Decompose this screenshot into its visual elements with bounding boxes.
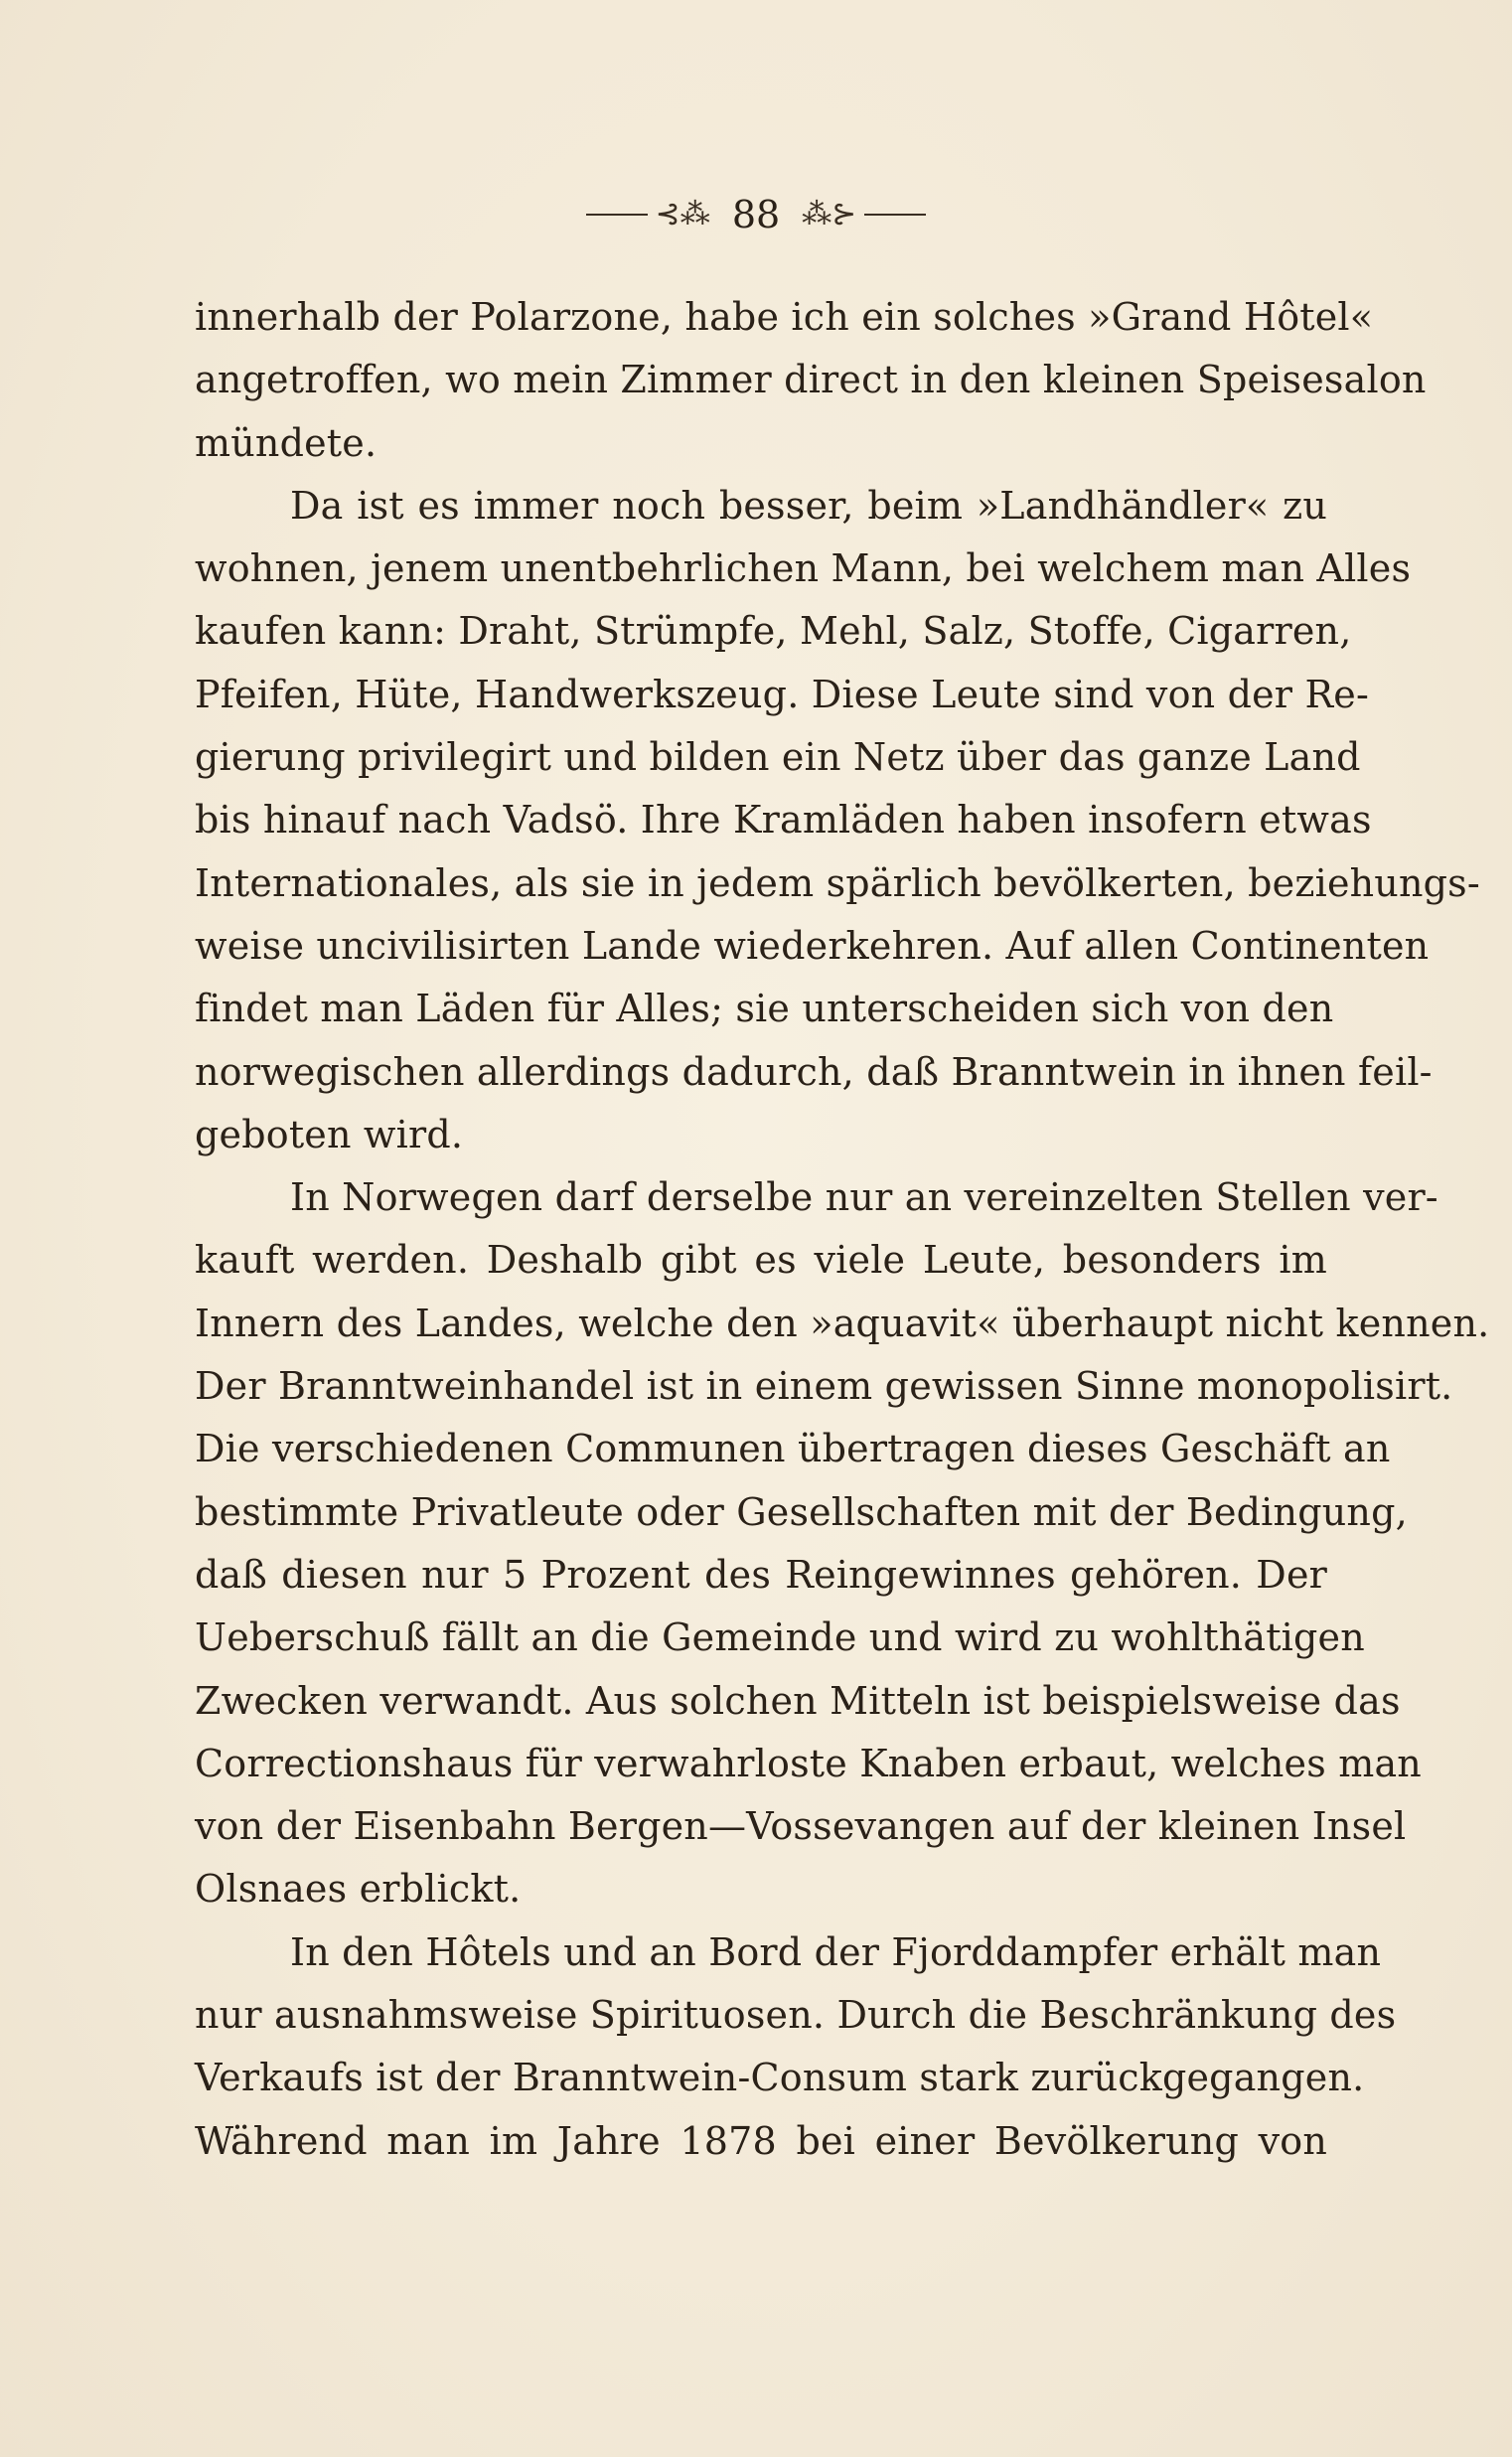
text-line: In Norwegen darf derselbe nur an vereinzelten Stellen ver- bbox=[290, 1175, 1438, 1220]
text-line: von der Eisenbahn Bergen—Vossevangen auf der kleinen Insel bbox=[195, 1804, 1407, 1849]
text-line: Internationales, als sie in jedem spärlich bevölkerten, beziehungs- bbox=[195, 860, 1480, 905]
text-line: bestimmte Privatleute oder Gesellschaften mit der Bedingung, bbox=[195, 1489, 1408, 1534]
text-line: Verkaufs ist der Branntwein-Consum stark zurückgegangen. bbox=[195, 2056, 1365, 2100]
text-line: daß diesen nur 5 Prozent des Reingewinnes gehören. Der bbox=[195, 1552, 1327, 1597]
text-line: Innern des Landes, welche den »aquavit« überhaupt nicht kennen. bbox=[195, 1301, 1490, 1345]
text-line: Correctionshaus für verwahrloste Knaben erbaut, welches man bbox=[195, 1741, 1422, 1785]
text-line: Der Branntweinhandel ist in einem gewissen Sinne monopolisirt. bbox=[195, 1364, 1453, 1409]
text-line: Pfeifen, Hüte, Handwerkszeug. Diese Leute sind von der Re- bbox=[195, 672, 1369, 716]
text-line: innerhalb der Polarzone, habe ich ein solches »Grand Hôtel« bbox=[195, 295, 1374, 339]
text-line: kaufen kann: Draht, Strümpfe, Mehl, Salz, Stoffe, Cigarren, bbox=[195, 609, 1352, 654]
body-text bbox=[195, 286, 1490, 2173]
text-line: kauft werden. Deshalb gibt es viele Leute, besonders im bbox=[195, 1238, 1327, 1283]
page-header bbox=[0, 187, 1512, 242]
text-line: gierung privilegirt und bilden ein Netz über das ganze Land bbox=[195, 735, 1361, 780]
text-line: mündete. bbox=[195, 420, 378, 465]
text-line: wohnen, jenem unentbehrlichen Mann, bei welchem man Alles bbox=[195, 546, 1412, 591]
text-line: nur ausnahmsweise Spirituosen. Durch die Beschränkung des bbox=[195, 1993, 1397, 2038]
text-line: In den Hôtels und an Bord der Fjorddampfer erhält man bbox=[290, 1929, 1382, 1974]
text-line: Zwecken verwandt. Aus solchen Mitteln ist beispielsweise das bbox=[195, 1678, 1401, 1723]
header-rule-left bbox=[586, 214, 648, 216]
page-number: 88 bbox=[731, 193, 781, 236]
text-line: geboten wird. bbox=[195, 1112, 464, 1156]
text-line: Die verschiedenen Communen übertragen dieses Geschäft an bbox=[195, 1427, 1391, 1471]
text-line: Da ist es immer noch besser, beim »Landhändler« zu bbox=[290, 483, 1327, 528]
text-line: Ueberschuß fällt an die Gemeinde und wird zu wohlthätigen bbox=[195, 1615, 1365, 1660]
text-line: bis hinauf nach Vadsö. Ihre Kramläden haben insofern etwas bbox=[195, 798, 1372, 843]
left-ornament: ⊰⁂ bbox=[655, 197, 710, 231]
text-line: Während man im Jahre 1878 bei einer Bevölkerung von bbox=[195, 2118, 1327, 2163]
text-line: Olsnaes erblickt. bbox=[195, 1867, 522, 1912]
text-line: findet man Läden für Alles; sie unterscheiden sich von den bbox=[195, 987, 1334, 1031]
header-rule-right bbox=[864, 214, 926, 216]
right-ornament: ⁂⊱ bbox=[802, 197, 857, 231]
text-line: norwegischen allerdings dadurch, daß Branntwein in ihnen feil- bbox=[195, 1049, 1433, 1094]
text-line: angetroffen, wo mein Zimmer direct in den kleinen Speisesalon bbox=[195, 358, 1427, 402]
text-line: weise uncivilisirten Lande wiederkehren. Auf allen Continenten bbox=[195, 923, 1430, 968]
